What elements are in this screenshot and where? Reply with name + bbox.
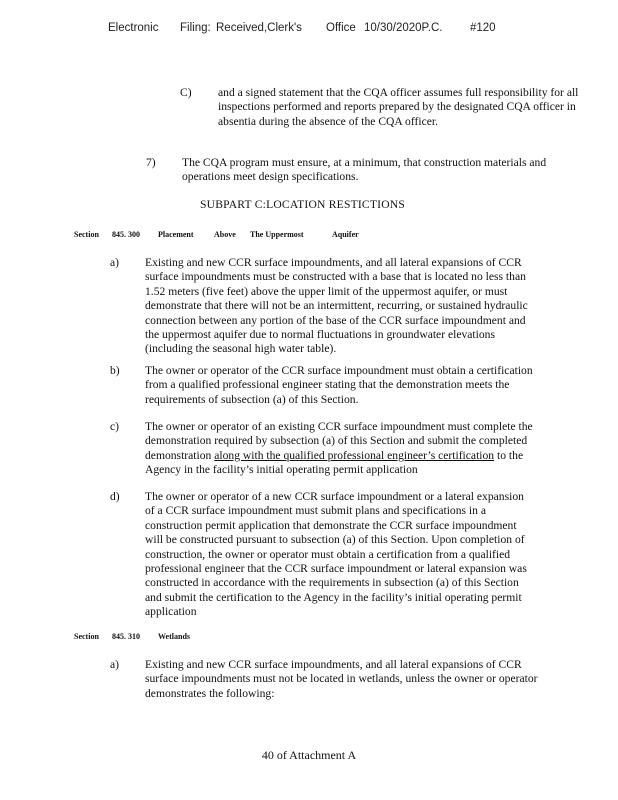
section-300-number: 845. 300: [112, 230, 140, 239]
item-310-a-text: Existing and new CCR surface impoundments, and all lateral expansions of CCR surface impoundments must not be located in wetlands, unless the owner or operator demonstrates the following:: [145, 658, 538, 700]
item-300-a-label: a): [110, 256, 120, 269]
page-footer: 40 of Attachment A: [261, 748, 357, 762]
subpart-title: SUBPART C:LOCATION RESTICTIONS: [200, 198, 406, 211]
section-300-title-word: Aquifer: [332, 230, 359, 239]
item-300-c-text: The owner or operator of an existing CCR surface impoundment must complete the demonstration required by subsection (a) of this Section and submit the completed demonstration along with the qualified professional engineer’s certification to the Agency in the facility’s initial operating permit application: [145, 420, 533, 477]
item-c-label: C): [180, 86, 192, 99]
header-electronic: Electronic: [108, 22, 159, 34]
item-c-text: and a signed statement that the CQA officer assumes full responsibility for all inspections performed and reports prepared by the designated CQA officer in absentia during the absence of the CQA officer.: [218, 86, 579, 128]
section-300-title-word: Placement: [158, 230, 194, 239]
section-300-title-word: Above: [214, 230, 236, 239]
section-310-title-word: Wetlands: [158, 632, 191, 641]
header-office: Office: [326, 22, 356, 34]
filing-header: [0, 22, 618, 38]
item-7-label: 7): [146, 156, 156, 169]
header-received: Received,Clerk's: [216, 22, 302, 34]
section-310-number: 845. 310: [112, 632, 140, 641]
section-310-word: Section: [74, 632, 99, 641]
header-number: #120: [470, 22, 496, 34]
section-300-word: Section: [74, 230, 99, 239]
section-300-heading: [0, 230, 618, 240]
section-300-title-word: The Uppermost: [250, 230, 304, 239]
item-300-d-label: d): [110, 490, 120, 503]
header-filing: Filing:: [180, 22, 211, 34]
item-300-c-label: c): [110, 420, 120, 433]
item-7-text: The CQA program must ensure, at a minimum, that construction materials and operations meet design specifications.: [182, 156, 547, 184]
item-300-d-text: The owner or operator of a new CCR surface impoundment or a lateral expansion of a CCR surface impoundment must submit plans and specifications in a construction permit application that demonstrate the CCR surface impoundment will be constructed pursuant to subsection (a) of this Section. Upon completion of construction, the owner or operator must obtain a certification from a qualified professional engineer that the CCR surface impoundment or lateral expansion was constructed in accordance with the requirements in subsection (a) of this Section and submit the certification to the Agency in the facility’s initial operating permit application: [145, 490, 527, 619]
item-310-a-label: a): [110, 658, 120, 671]
item-300-b-text: The owner or operator of the CCR surface impoundment must obtain a certification from a qualified professional engineer stating that the demonstration meets the requirements of subsection (a) of this Section.: [145, 364, 533, 406]
section-310-heading: [0, 632, 618, 642]
item-300-a-text: Existing and new CCR surface impoundments, and all lateral expansions of CCR surface impoundments must be constructed with a base that is located no less than 1.52 meters (five feet) above the upper limit of the uppermost aquifer, or must demonstrate that there will not be an intermittent, recurring, or sustained hydraulic connection between any portion of the base of the CCR surface impoundment and the uppermost aquifer due to normal fluctuations in groundwater elevations (including the seasonal high water table).: [145, 256, 528, 356]
item-300-b-label: b): [110, 364, 120, 377]
header-date: 10/30/2020P.C.: [364, 22, 443, 34]
